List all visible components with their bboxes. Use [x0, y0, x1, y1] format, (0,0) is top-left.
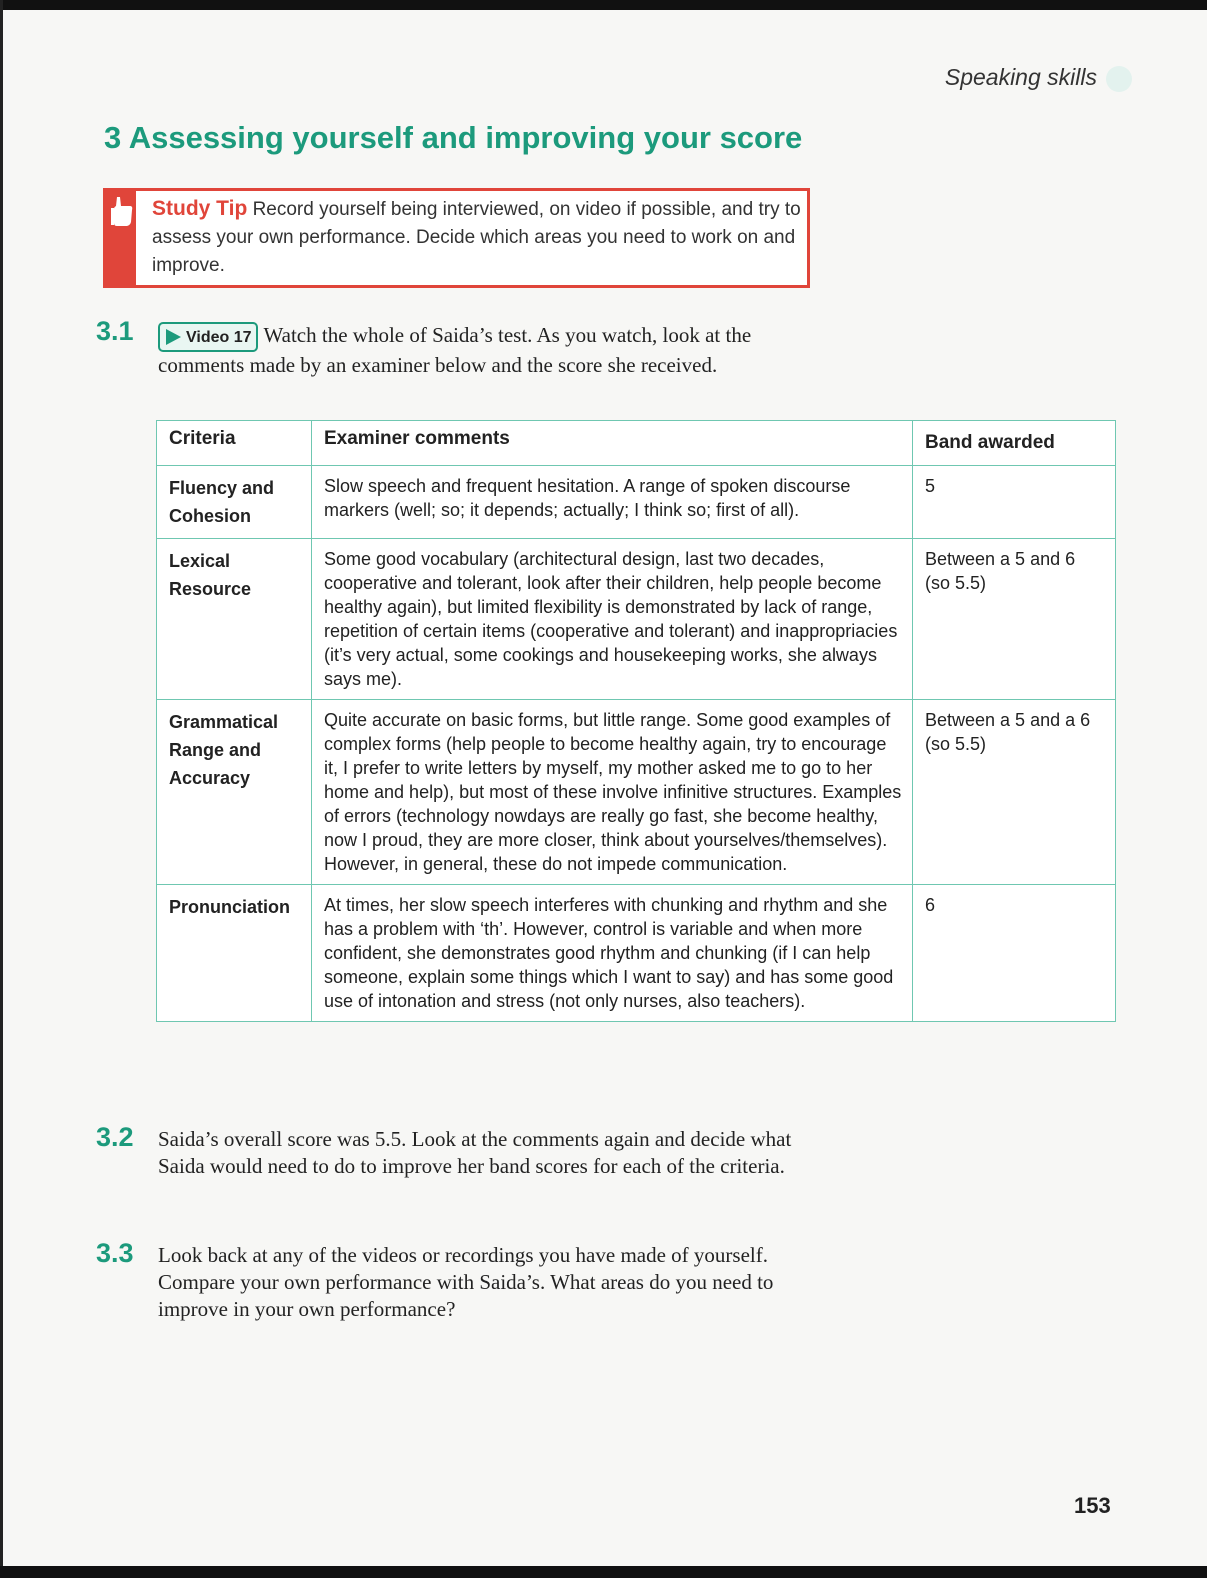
section-title: 3 Assessing yourself and improving your score — [104, 120, 803, 155]
comments-cell: Slow speech and frequent hesitation. A range of spoken discourse markers (well; so; it depends; actually; I think so; first of all). — [312, 466, 913, 539]
header-criteria: Criteria — [157, 421, 312, 466]
running-head: Speaking skills — [944, 64, 1097, 90]
table-row — [157, 539, 1116, 700]
page-bottom-edge — [0, 1566, 1207, 1578]
band-cell: Between a 5 and 6 (so 5.5) — [913, 539, 1116, 700]
page-top-edge — [0, 0, 1207, 10]
comments-cell: Quite accurate on basic forms, but little range. Some good examples of complex forms (help people to become healthy again, try to encourage it, I prefer to write letters by myself, my mother asked me to go to her home and help), but most of these involve infinitive structures. Examples of errors (technology nowdays are really go fast, she become healthy, now I proud, they are more closer, think about yourselves/themselves). However, in general, these do not impede communication. — [312, 700, 913, 885]
table-row — [157, 700, 1116, 885]
video-badge[interactable] — [158, 322, 258, 352]
assessment-table — [156, 420, 1116, 1022]
criteria-cell: Fluency and Cohesion — [157, 466, 312, 539]
band-cell: 5 — [913, 466, 1116, 539]
table-row — [157, 466, 1116, 539]
play-icon — [164, 328, 182, 346]
question-3-2: Saida’s overall score was 5.5. Look at the comments again and decide what Saida would need to do to improve her band scores for each of the criteria. — [158, 1127, 792, 1178]
comments-cell: At times, her slow speech interferes with chunking and rhythm and she has a problem with ‘th’. However, control is variable and when more confident, she demonstrates good rhythm and chunking (if I can help someone, explain some things which I want to say) and has some good use of intonation and stress (not only nurses, also teachers). — [312, 885, 913, 1022]
question-3-1 — [158, 322, 783, 379]
thumbs-up-icon — [110, 195, 134, 231]
study-tip-body: Record yourself being interviewed, on video if possible, and try to assess your own performance. Decide which areas you need to work on and improve. — [152, 199, 801, 276]
table-header-row — [157, 421, 1116, 466]
question-3-1-text: Watch the whole of Saida’s test. As you watch, look at the comments made by an examiner below and the score she received. — [158, 323, 752, 378]
question-3-3: Look back at any of the videos or recordings you have made of yourself. Compare your own performance with Saida’s. What areas do you need to improve in your own performance? — [158, 1243, 774, 1321]
study-tip-strip — [106, 191, 136, 285]
question-number-3-3: 3.3 — [96, 1238, 134, 1268]
criteria-cell: Pronunciation — [157, 885, 312, 1022]
page-left-edge — [0, 0, 3, 1578]
study-tip-label: Study Tip — [152, 197, 248, 220]
band-cell: 6 — [913, 885, 1116, 1022]
study-tip-text — [152, 195, 802, 280]
question-number-3-2: 3.2 — [96, 1122, 134, 1152]
header-examiner-comments: Examiner comments — [312, 421, 913, 466]
table-row — [157, 885, 1116, 1022]
question-number-3-1: 3.1 — [96, 316, 134, 346]
study-tip-box — [103, 188, 810, 288]
criteria-cell: Grammatical Range and Accuracy — [157, 700, 312, 885]
comments-cell: Some good vocabulary (architectural design, last two decades, cooperative and tolerant, look after their children, help people become healthy again), but limited flexibility is demonstrated by lack of range, repetition of certain items (cooperative and tolerant) and inappropriacies (it’s very actual, some cookings and housekeeping works, she always says me). — [312, 539, 913, 700]
video-label: Video 17 — [186, 328, 252, 346]
header-band-awarded: Band awarded — [913, 421, 1116, 466]
criteria-cell: Lexical Resource — [157, 539, 312, 700]
running-head-dot — [1106, 66, 1132, 92]
page-number: 153 — [1074, 1493, 1111, 1518]
band-cell: Between a 5 and a 6 (so 5.5) — [913, 700, 1116, 885]
